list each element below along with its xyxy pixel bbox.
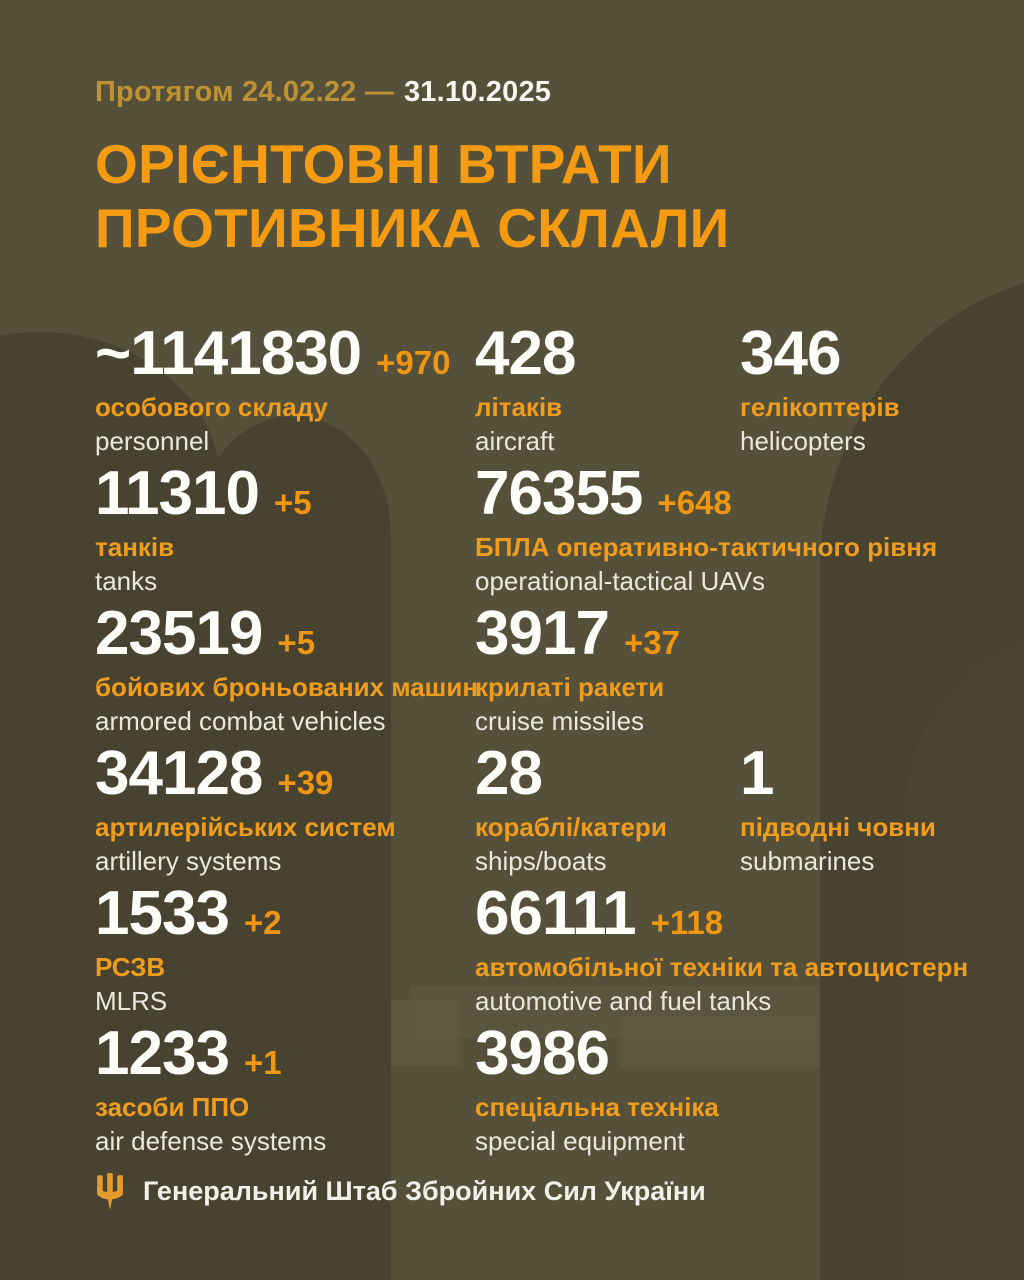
- stat-tanks: [95, 458, 475, 603]
- stat-label-en: operational-tactical UAVs: [475, 565, 765, 596]
- stat-value: 11310: [95, 458, 259, 528]
- stat-value: ~1141830: [95, 318, 362, 388]
- title-line-1: ОРІЄНТОВНІ ВТРАТИ: [95, 133, 672, 195]
- stat-artillery: [95, 738, 475, 883]
- stat-label-uk: автомобільної техніки та автоцистерн: [475, 951, 969, 982]
- stat-delta: +37: [623, 623, 680, 661]
- stat-aircraft: [475, 318, 740, 463]
- stat-value: 66111: [475, 878, 636, 948]
- stat-value: 1233: [95, 1018, 229, 1088]
- stat-label-en: tanks: [95, 565, 158, 596]
- stat-value: 1: [740, 738, 774, 808]
- stat-label-en: armored combat vehicles: [95, 705, 386, 736]
- stat-label-uk: бойових броньованих машин: [95, 671, 479, 702]
- stat-label-uk: особового складу: [95, 391, 328, 422]
- stat-label-en: special equipment: [475, 1125, 685, 1156]
- period-prefix: Протягом 24.02.22 —: [95, 76, 394, 108]
- stat-label-en: MLRS: [95, 985, 168, 1016]
- stat-label-uk: танків: [95, 531, 175, 562]
- stat-label-en: automotive and fuel tanks: [475, 985, 772, 1016]
- stat-label-en: cruise missiles: [475, 705, 645, 736]
- trident-icon: [95, 1173, 125, 1211]
- stat-label-uk: спеціальна техніка: [475, 1091, 719, 1122]
- stat-label-uk: літаків: [475, 391, 563, 422]
- stat-personnel: [95, 318, 475, 463]
- stat-cruise-missiles: [475, 598, 984, 743]
- stat-label-uk: підводні човни: [740, 811, 936, 842]
- stat-label-en: submarines: [740, 845, 875, 876]
- stat-helicopters: [740, 318, 984, 463]
- stat-delta: +118: [650, 903, 724, 941]
- stat-air-defense: [95, 1018, 475, 1163]
- stat-special-equipment: [475, 1018, 984, 1163]
- stat-label-en: personnel: [95, 425, 210, 456]
- stat-label-uk: гелікоптерів: [740, 391, 900, 422]
- stat-value: 3986: [475, 1018, 609, 1088]
- stat-value: 76355: [475, 458, 643, 528]
- stat-mlrs: [95, 878, 475, 1023]
- footer-org-name: Генеральний Штаб Збройних Сил України: [143, 1176, 706, 1207]
- stat-label-uk: РСЗВ: [95, 951, 166, 982]
- stat-value: 28: [475, 738, 542, 808]
- stat-armored-vehicles: [95, 598, 479, 743]
- stat-delta: +970: [376, 343, 451, 381]
- footer: [95, 1173, 984, 1211]
- stat-delta: +39: [277, 763, 334, 801]
- stat-delta: +5: [274, 483, 312, 521]
- stat-delta: +648: [657, 483, 732, 521]
- stat-label-en: artillery systems: [95, 845, 282, 876]
- stat-label-uk: кораблі/катери: [475, 811, 667, 842]
- stat-label-uk: засоби ППО: [95, 1091, 250, 1122]
- stat-value: 1533: [95, 878, 229, 948]
- page-title: [95, 133, 984, 261]
- stat-value: 346: [740, 318, 841, 388]
- stat-value: 34128: [95, 738, 263, 808]
- stat-delta: +1: [243, 1043, 282, 1081]
- stat-label-en: ships/boats: [475, 845, 607, 876]
- stat-label-uk: БПЛА оперативно-тактичного рівня: [475, 531, 938, 562]
- stats-grid: [95, 318, 984, 1163]
- stat-label-uk: артилерійських систем: [95, 811, 396, 842]
- stat-automotive: [475, 878, 984, 1023]
- stat-label-uk: крилаті ракети: [475, 671, 665, 702]
- stat-label-en: aircraft: [475, 425, 555, 456]
- stat-delta: +5: [277, 623, 316, 661]
- stat-uavs: [475, 458, 984, 603]
- stat-label-en: air defense systems: [95, 1125, 327, 1156]
- title-line-2: ПРОТИВНИКА СКЛАЛИ: [95, 196, 730, 259]
- stat-value: 428: [475, 318, 576, 388]
- stat-delta: +2: [243, 903, 282, 941]
- stat-value: 3917: [475, 598, 609, 668]
- stat-ships: [475, 738, 740, 883]
- report-period: [95, 76, 984, 109]
- period-date: 31.10.2025: [403, 76, 552, 108]
- stat-submarines: [740, 738, 984, 883]
- stat-label-en: helicopters: [740, 425, 866, 456]
- stat-value: 23519: [95, 598, 263, 668]
